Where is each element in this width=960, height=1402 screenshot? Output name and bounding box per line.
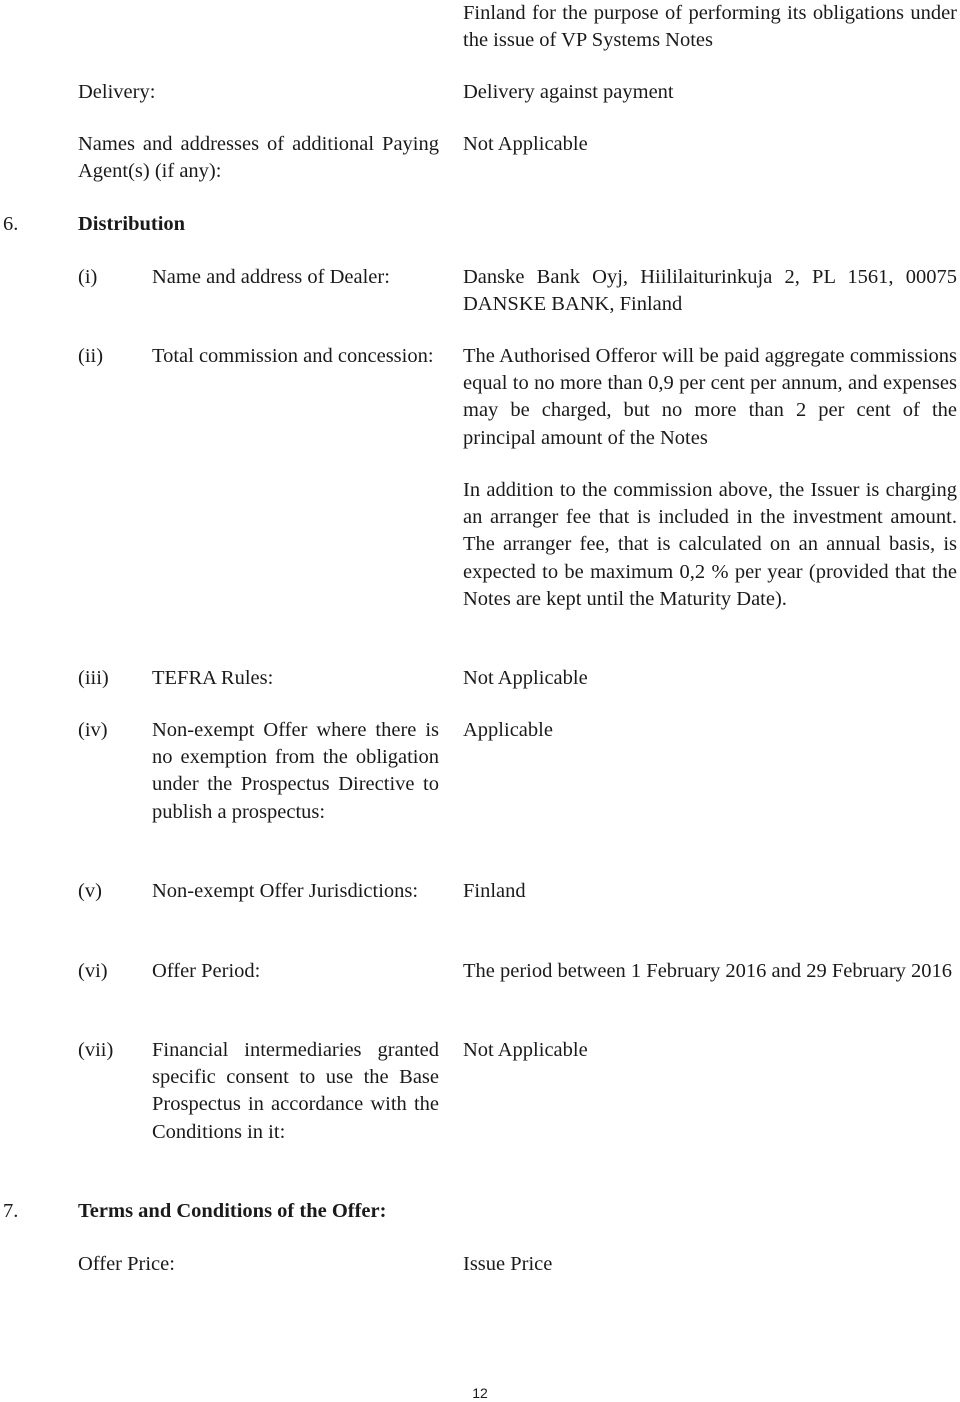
item-label: Offer Period: — [152, 960, 261, 982]
paying-agents-label: Names and addresses of additional Paying Agent(s) (if any): — [78, 133, 439, 183]
item-num: (iii) — [78, 667, 109, 689]
item-num: (vii) — [78, 1039, 114, 1061]
item-label: Financial intermediaries granted specific consent to use the Base Prospectus in accordance with the Conditions in it: — [152, 1039, 439, 1143]
section-6-title: Distribution — [78, 213, 186, 235]
item-num: (i) — [78, 266, 98, 288]
item-value: Finland — [463, 880, 526, 902]
top-continuation: Finland for the purpose of performing its obligations under the issue of VP Systems Notes — [463, 2, 957, 52]
delivery-value: Delivery against payment — [463, 81, 674, 103]
item-num: (iv) — [78, 719, 108, 741]
item-num: (vi) — [78, 960, 108, 982]
item-value: Not Applicable — [463, 1039, 588, 1061]
item-label: Name and address of Dealer: — [152, 266, 390, 288]
section-6-number: 6. — [3, 213, 19, 235]
item-num: (ii) — [78, 345, 104, 367]
item-label: Non-exempt Offer Jurisdictions: — [152, 880, 419, 902]
item-value: The Authorised Offeror will be paid aggregate commissions equal to no more than 0,9 per cent per annum, and expenses may be charged, but no more than 2 per cent of the principal amount of the Notes — [463, 345, 957, 449]
item-value: The period between 1 February 2016 and 29 February 2016 — [463, 960, 953, 982]
delivery-label: Delivery: — [78, 81, 156, 103]
item-value: Not Applicable — [463, 667, 588, 689]
item-label: TEFRA Rules: — [152, 667, 274, 689]
item-label: Non-exempt Offer where there is no exemption from the obligation under the Prospectus Directive to publish a prospectus: — [152, 719, 439, 823]
item-value: Danske Bank Oyj, Hiililaiturinkuja 2, PL 1561, 00075 DANSKE BANK, Finland — [463, 266, 957, 316]
item-label: Total commission and concession: — [152, 345, 434, 367]
item-value-continued: In addition to the commission above, the Issuer is charging an arranger fee that is included in the investment amount. The arranger fee, that is calculated on an annual basis, is expected to be maximum 0,2 % per year (provided that the Notes are kept until the Maturity Date). — [463, 479, 957, 610]
paying-agents-value: Not Applicable — [463, 133, 588, 155]
offer-price-label: Offer Price: — [78, 1253, 175, 1275]
item-value: Applicable — [463, 719, 553, 741]
offer-price-value: Issue Price — [463, 1253, 553, 1275]
section-7-title: Terms and Conditions of the Offer: — [78, 1200, 387, 1222]
item-num: (v) — [78, 880, 102, 902]
page-number: 12 — [472, 1385, 488, 1401]
section-7-number: 7. — [3, 1200, 19, 1222]
